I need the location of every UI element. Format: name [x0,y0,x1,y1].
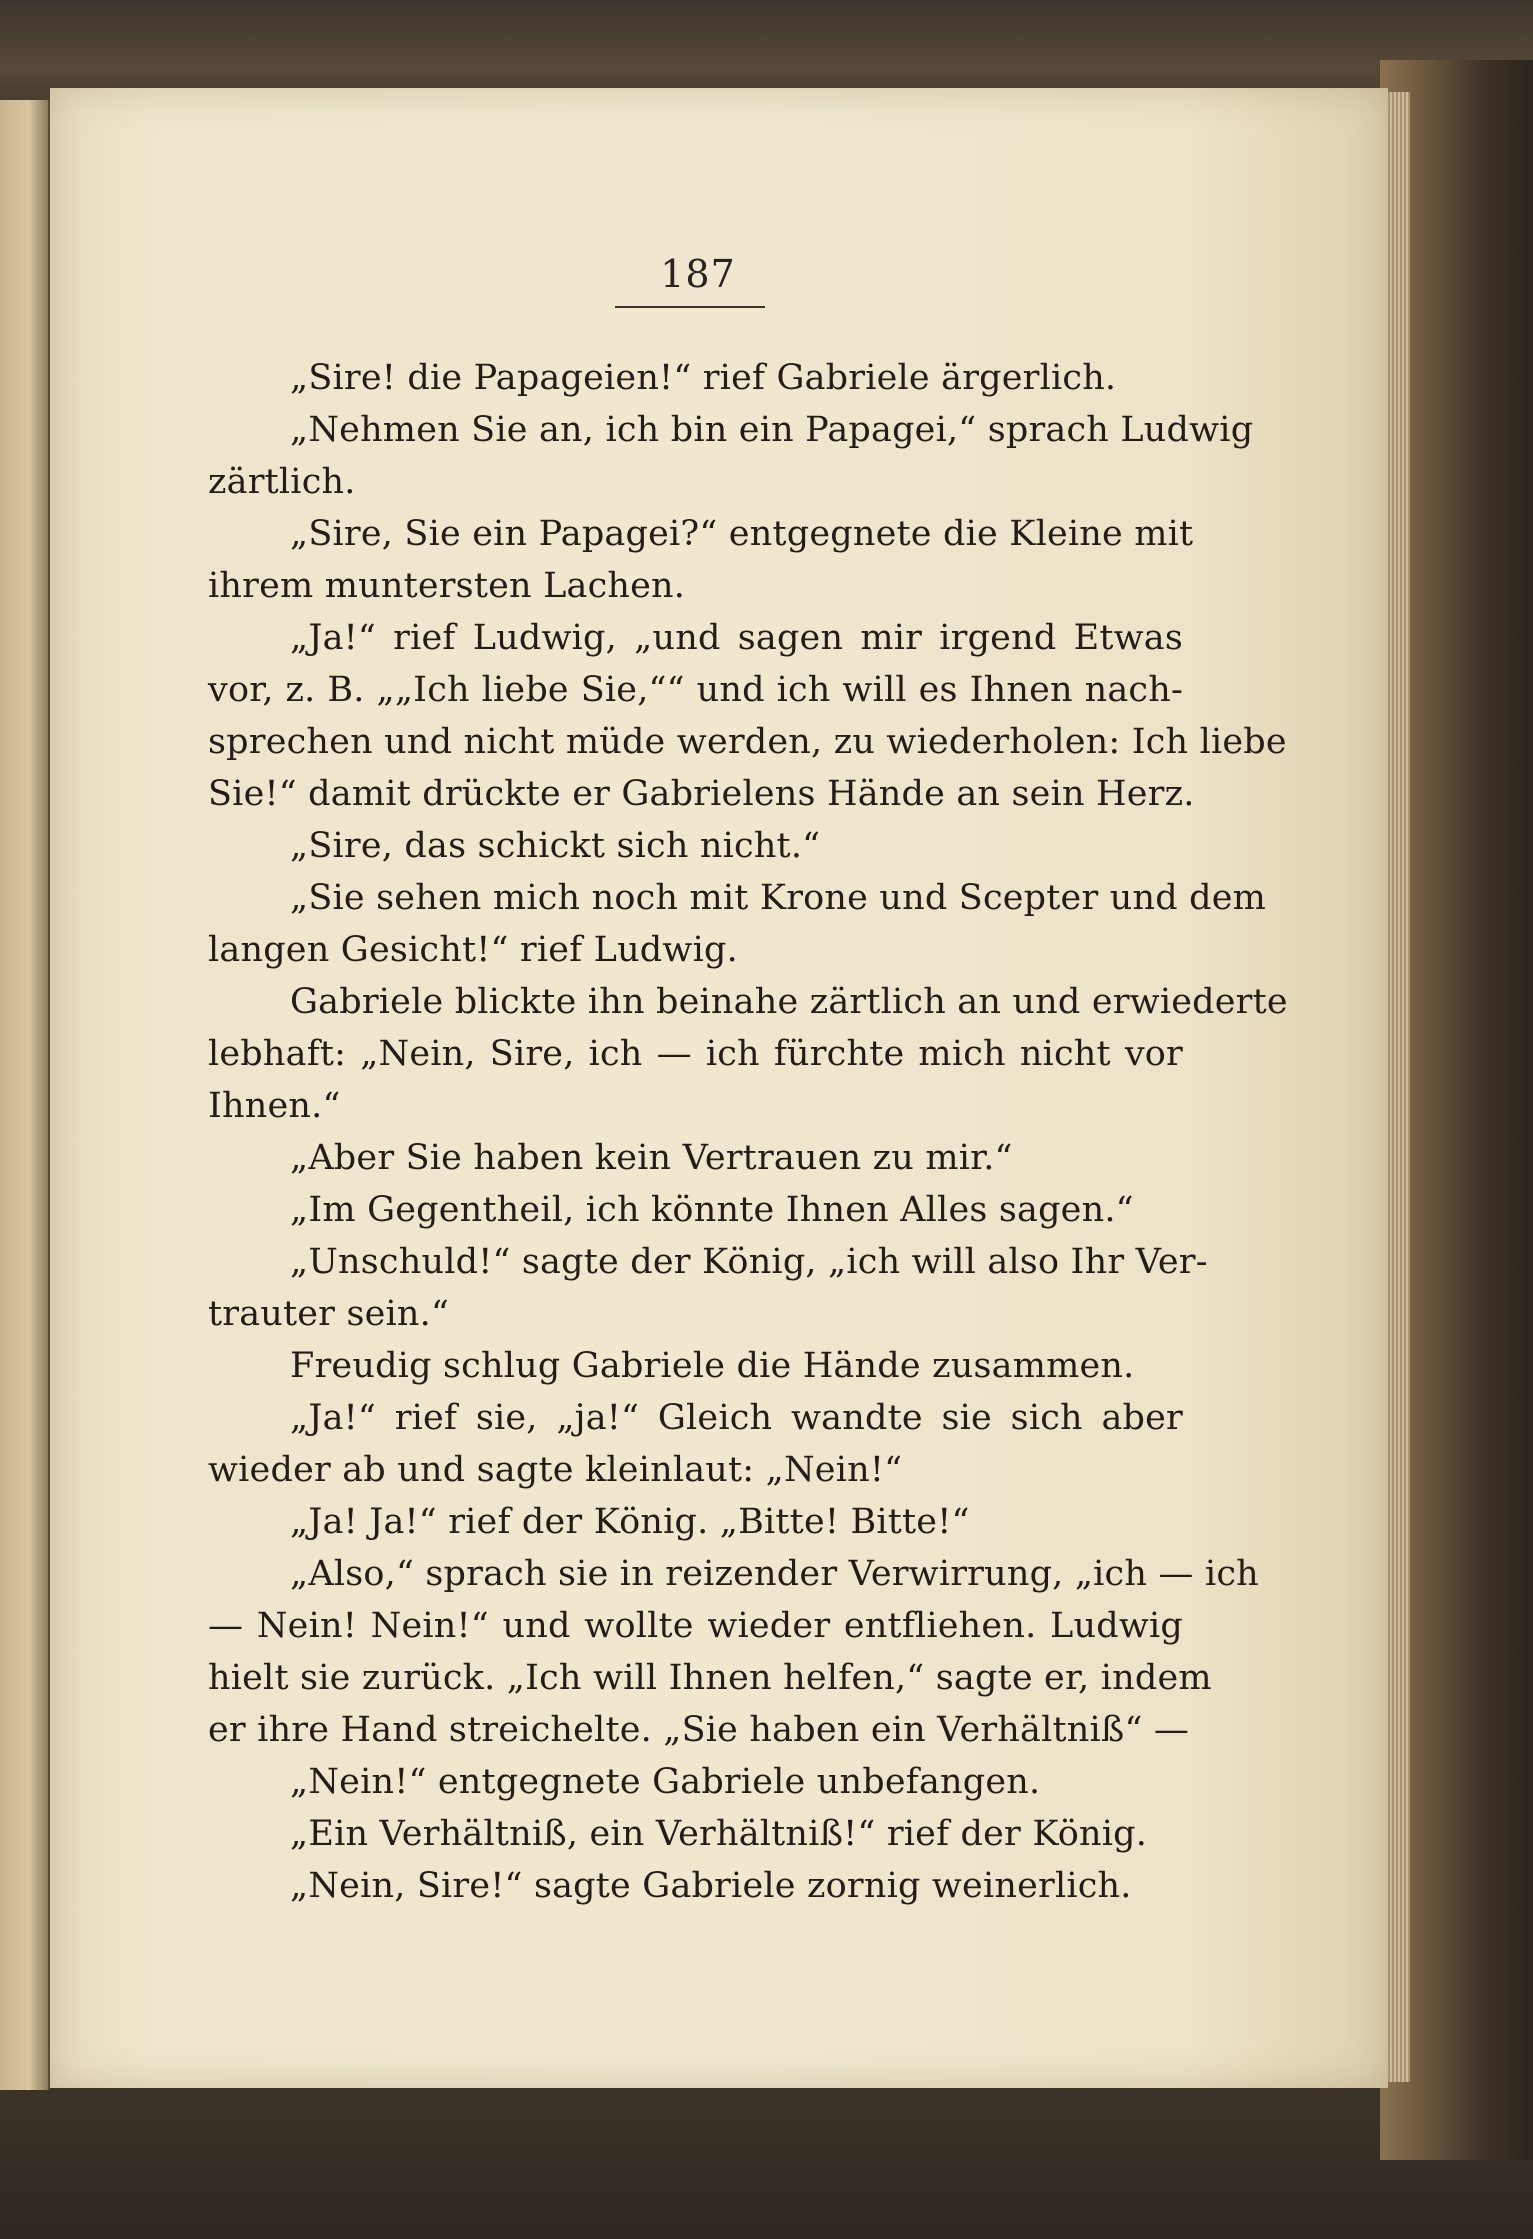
header-rule [615,306,765,308]
text-line: „Sire! die Papageien!“ rief Gabriele ärgerlich. [290,358,1117,398]
text-line: „Aber Sie haben kein Vertrauen zu mir.“ [290,1138,1013,1178]
left-page-edge [0,100,50,2090]
text-line: vor, z. B. „„Ich liebe Sie,““ und ich will es Ihnen nach- [208,670,1183,710]
text-line: „Im Gegentheil, ich könnte Ihnen Alles sagen.“ [290,1190,1134,1230]
text-line: „Also,“ sprach sie in reizender Verwirrung, „ich — ich [290,1554,1259,1594]
text-line: hielt sie zurück. „Ich will Ihnen helfen,“ sagte er, indem [208,1658,1212,1698]
body-text [208,352,1288,1912]
text-line: „Unschuld!“ sagte der König, „ich will also Ihr Ver- [290,1242,1208,1282]
text-line: „Sire, das schickt sich nicht.“ [290,826,821,866]
text-line: — Nein! Nein!“ und wollte wieder entfliehen. Ludwig [208,1606,1183,1646]
text-line: Gabriele blickte ihn beinahe zärtlich an und erwiederte [290,982,1288,1022]
text-line: sprechen und nicht müde werden, zu wiederholen: Ich liebe [208,722,1287,762]
text-line: lebhaft: „Nein, Sire, ich — ich fürchte mich nicht vor [208,1034,1183,1074]
text-line: wieder ab und sagte kleinlaut: „Nein!“ [208,1450,903,1490]
text-line: „Ja!“ rief sie, „ja!“ Gleich wandte sie sich aber [290,1398,1183,1438]
text-line: „Ein Verhältniß, ein Verhältniß!“ rief der König. [290,1814,1148,1854]
text-line: trauter sein.“ [208,1294,450,1334]
page-number: 187 [660,252,736,296]
text-line: langen Gesicht!“ rief Ludwig. [208,930,738,970]
text-line: „Ja!“ rief Ludwig, „und sagen mir irgend Etwas [290,618,1183,658]
text-line: „Sie sehen mich noch mit Krone und Scepter und dem [290,878,1267,918]
text-line: Ihnen.“ [208,1086,341,1126]
text-line: Sie!“ damit drückte er Gabrielens Hände an sein Herz. [208,774,1195,814]
text-line: „Nein, Sire!“ sagte Gabriele zornig weinerlich. [290,1866,1132,1906]
text-line: „Ja! Ja!“ rief der König. „Bitte! Bitte!“ [290,1502,970,1542]
text-line: er ihre Hand streichelte. „Sie haben ein Verhältniß“ — [208,1710,1190,1750]
text-line: „Nein!“ entgegnete Gabriele unbefangen. [290,1762,1041,1802]
text-line: „Nehmen Sie an, ich bin ein Papagei,“ sprach Ludwig [290,410,1254,450]
text-line: „Sire, Sie ein Papagei?“ entgegnete die Kleine mit [290,514,1194,554]
text-line: ihrem muntersten Lachen. [208,566,686,606]
text-line: zärtlich. [208,462,356,502]
text-line: Freudig schlug Gabriele die Hände zusammen. [290,1346,1135,1386]
